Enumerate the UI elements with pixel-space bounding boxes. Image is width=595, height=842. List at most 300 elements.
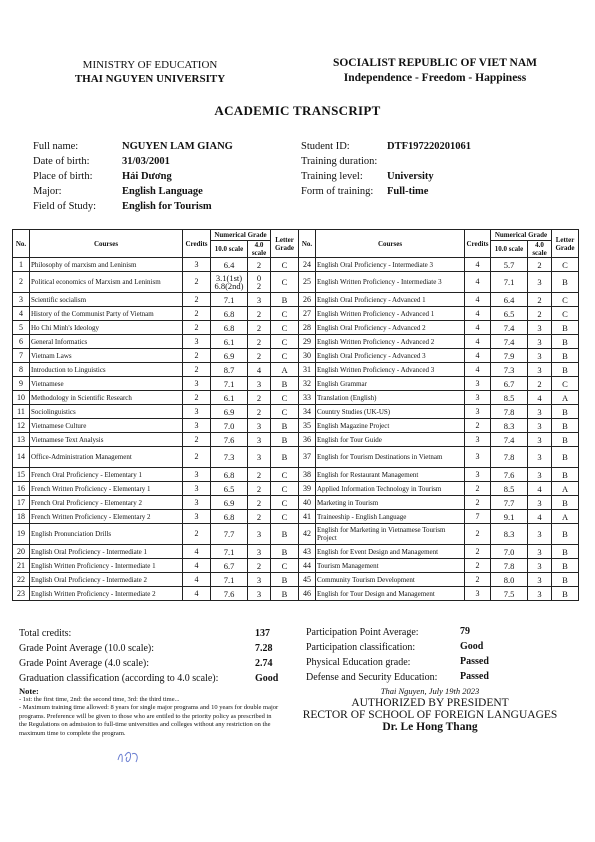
course-name: English Oral Proficiency - Intermediate 2 (30, 573, 183, 587)
grade-10-scale: 6.9 (211, 405, 248, 419)
grade-4-scale: 3 (528, 468, 552, 482)
grade-4-scale: 3 (528, 587, 552, 601)
row-number: 9 (13, 377, 30, 391)
signature-title: RECTOR OF SCHOOL OF FOREIGN LANGUAGES (302, 709, 558, 721)
field-value: English for Tourism (122, 201, 212, 212)
gpa10-label: Grade Point Average (10.0 scale): (19, 643, 155, 654)
letter-grade: C (271, 349, 299, 363)
letter-grade: C (271, 258, 299, 272)
grade-10-scale: 6.8 (211, 321, 248, 335)
grade-10-scale: 8.7 (211, 363, 248, 377)
course-credits: 3 (465, 377, 491, 391)
course-credits: 2 (465, 545, 491, 559)
grade-4-scale: 3 (528, 573, 552, 587)
grade-4-scale: 4 (248, 363, 271, 377)
grade-10-scale: 7.8 (491, 559, 528, 573)
col-courses: Courses (316, 230, 465, 258)
republic-header (310, 56, 560, 86)
grade-4-scale: 3 (528, 363, 552, 377)
row-number: 20 (13, 545, 30, 559)
col-scale10: 10.0 scale (491, 241, 528, 258)
grade-10-scale: 7.8 (491, 405, 528, 419)
table-row (13, 510, 299, 524)
participation-class-value: Good (460, 641, 484, 652)
letter-grade: C (271, 468, 299, 482)
grade-4-scale: 2 (528, 307, 552, 321)
course-name: Philosophy of marxism and Leninism (30, 258, 183, 272)
row-number: 23 (13, 587, 30, 601)
row-number: 40 (299, 496, 316, 510)
grade-4-scale: 3 (248, 293, 271, 307)
letter-grade: B (271, 447, 299, 468)
row-number: 44 (299, 559, 316, 573)
row-number: 25 (299, 272, 316, 293)
grade-4-scale: 0 2 (248, 272, 271, 293)
grade-10-scale: 7.6 (211, 587, 248, 601)
grade-4-scale: 2 (248, 468, 271, 482)
grade-10-scale: 7.0 (491, 545, 528, 559)
letter-grade: B (552, 419, 579, 433)
letter-grade: B (552, 587, 579, 601)
course-credits: 2 (183, 307, 211, 321)
course-name: French Oral Proficiency - Elementary 1 (30, 468, 183, 482)
letter-grade: C (271, 559, 299, 573)
course-credits: 4 (465, 272, 491, 293)
letter-grade: B (552, 433, 579, 447)
course-name: Introduction to Linguistics (30, 363, 183, 377)
table-row (13, 405, 299, 419)
course-name: History of the Communist Party of Vietnam (30, 307, 183, 321)
course-credits: 2 (465, 482, 491, 496)
course-name: Tourism Management (316, 559, 465, 573)
table-row (299, 587, 579, 601)
table-row (299, 573, 579, 587)
grade-10-scale: 7.8 (491, 447, 528, 468)
col-no: No. (299, 230, 316, 258)
row-number: 21 (13, 559, 30, 573)
table-row (13, 447, 299, 468)
course-name: Applied Information Technology in Tourism (316, 482, 465, 496)
ppa-label: Participation Point Average: (306, 627, 419, 638)
table-row (299, 545, 579, 559)
course-name: English for Restaurant Management (316, 468, 465, 482)
course-name: English Magazine Project (316, 419, 465, 433)
course-name: Marketing in Tourism (316, 496, 465, 510)
course-credits: 3 (183, 377, 211, 391)
grade-4-scale: 2 (248, 258, 271, 272)
row-number: 22 (13, 573, 30, 587)
col-scale4: 4.0 scale (528, 241, 552, 258)
col-numerical-grade: Numerical Grade (491, 230, 552, 241)
grade-4-scale: 3 (248, 524, 271, 545)
row-number: 8 (13, 363, 30, 377)
course-credits: 4 (465, 307, 491, 321)
row-number: 30 (299, 349, 316, 363)
course-credits: 3 (183, 335, 211, 349)
table-row (13, 482, 299, 496)
row-number: 3 (13, 293, 30, 307)
letter-grade: B (552, 496, 579, 510)
grade-10-scale: 7.1 (491, 272, 528, 293)
letter-grade: C (552, 377, 579, 391)
pe-grade-label: Physical Education grade: (306, 657, 411, 668)
row-number: 46 (299, 587, 316, 601)
row-number: 1 (13, 258, 30, 272)
grade-4-scale: 4 (528, 391, 552, 405)
grade-4-scale: 2 (248, 482, 271, 496)
course-credits: 2 (183, 349, 211, 363)
university-name: THAI NGUYEN UNIVERSITY (74, 73, 226, 85)
row-number: 33 (299, 391, 316, 405)
letter-grade: B (271, 419, 299, 433)
col-no: No. (13, 230, 30, 258)
grade-10-scale: 7.7 (491, 496, 528, 510)
course-name: Translation (English) (316, 391, 465, 405)
course-name: English for Tour Design and Management (316, 587, 465, 601)
table-row (13, 349, 299, 363)
course-name: Community Tourism Development (316, 573, 465, 587)
row-number: 29 (299, 335, 316, 349)
grade-4-scale: 3 (248, 545, 271, 559)
table-row (13, 391, 299, 405)
grade-4-scale: 3 (528, 433, 552, 447)
table-row (299, 524, 579, 545)
grade-10-scale: 6.1 (211, 391, 248, 405)
row-number: 5 (13, 321, 30, 335)
course-credits: 7 (465, 510, 491, 524)
col-letter-grade: Letter Grade (271, 230, 299, 258)
letter-grade: B (552, 335, 579, 349)
letter-grade: A (271, 363, 299, 377)
course-name: General Informatics (30, 335, 183, 349)
defense-label: Defense and Security Education: (306, 672, 438, 683)
row-number: 37 (299, 447, 316, 468)
grade-4-scale: 3 (248, 433, 271, 447)
course-credits: 4 (183, 545, 211, 559)
level-value: University (387, 171, 434, 182)
course-credits: 2 (183, 447, 211, 468)
letter-grade: B (552, 405, 579, 419)
course-name: English for Event Design and Management (316, 545, 465, 559)
course-name: Traineeship - English Language (316, 510, 465, 524)
row-number: 35 (299, 419, 316, 433)
letter-grade: B (271, 433, 299, 447)
table-row (13, 545, 299, 559)
grade-10-scale: 6.7 (211, 559, 248, 573)
letter-grade: B (271, 524, 299, 545)
course-name: English Written Proficiency - Advanced 1 (316, 307, 465, 321)
course-credits: 2 (465, 496, 491, 510)
letter-grade: C (271, 391, 299, 405)
ppa-value: 79 (460, 626, 470, 637)
table-row (299, 482, 579, 496)
course-name: Office-Administration Management (30, 447, 183, 468)
course-name: English Written Proficiency - Advanced 3 (316, 363, 465, 377)
letter-grade: C (271, 321, 299, 335)
table-row (13, 377, 299, 391)
grade-4-scale: 3 (528, 496, 552, 510)
table-row (299, 559, 579, 573)
col-credits: Credits (465, 230, 491, 258)
letter-grade: B (552, 559, 579, 573)
course-name: Sociolinguistics (30, 405, 183, 419)
course-name: Vietnamese Culture (30, 419, 183, 433)
ministry-header (40, 58, 260, 86)
major-label: Major: (33, 186, 62, 197)
course-credits: 3 (465, 447, 491, 468)
full-name-label: Full name: (33, 141, 79, 152)
grade-4-scale: 3 (248, 419, 271, 433)
table-row (299, 307, 579, 321)
row-number: 17 (13, 496, 30, 510)
table-row (299, 433, 579, 447)
letter-grade: C (271, 272, 299, 293)
course-name: French Oral Proficiency - Elementary 2 (30, 496, 183, 510)
signatory-name: Dr. Le Hong Thang (382, 721, 478, 733)
col-numerical-grade: Numerical Grade (211, 230, 271, 241)
grade-10-scale: 7.4 (491, 321, 528, 335)
course-credits: 4 (465, 363, 491, 377)
letter-grade: B (552, 545, 579, 559)
grade-4-scale: 2 (248, 391, 271, 405)
letter-grade: B (552, 321, 579, 335)
table-row (13, 496, 299, 510)
grade-4-scale: 3 (528, 447, 552, 468)
grade-4-scale: 4 (528, 510, 552, 524)
course-credits: 3 (183, 405, 211, 419)
grade-4-scale: 2 (248, 349, 271, 363)
grade-4-scale: 2 (248, 321, 271, 335)
table-row (299, 272, 579, 293)
major-value: English Language (122, 186, 203, 197)
grade-10-scale: 9.1 (491, 510, 528, 524)
row-number: 42 (299, 524, 316, 545)
note-title: Note: (19, 686, 39, 696)
course-credits: 3 (465, 433, 491, 447)
letter-grade: C (552, 258, 579, 272)
grade-10-scale: 5.7 (491, 258, 528, 272)
total-credits-value: 137 (255, 628, 270, 639)
table-row (299, 419, 579, 433)
grade-4-scale: 2 (528, 293, 552, 307)
grade-10-scale: 6.8 (211, 468, 248, 482)
letter-grade: B (552, 363, 579, 377)
handwritten-signature-mark (116, 748, 142, 766)
course-credits: 2 (183, 391, 211, 405)
grade-10-scale: 6.4 (491, 293, 528, 307)
grade-4-scale: 3 (528, 559, 552, 573)
course-name: English Written Proficiency - Intermediate 2 (30, 587, 183, 601)
letter-grade: C (271, 482, 299, 496)
letter-grade: B (552, 272, 579, 293)
grade-10-scale: 6.8 (211, 307, 248, 321)
total-credits-label: Total credits: (19, 628, 72, 639)
course-name: Scientific socialism (30, 293, 183, 307)
row-number: 24 (299, 258, 316, 272)
letter-grade: B (271, 377, 299, 391)
grade-4-scale: 3 (528, 335, 552, 349)
course-name: Country Studies (UK-US) (316, 405, 465, 419)
table-row (299, 349, 579, 363)
letter-grade: B (552, 573, 579, 587)
course-name: Vietnamese (30, 377, 183, 391)
course-name: Vietnamese Text Analysis (30, 433, 183, 447)
grade-4-scale: 4 (528, 482, 552, 496)
grade-10-scale: 7.6 (211, 433, 248, 447)
grade-10-scale: 7.1 (211, 545, 248, 559)
grade-4-scale: 2 (248, 496, 271, 510)
course-credits: 4 (183, 573, 211, 587)
row-number: 14 (13, 447, 30, 468)
grade-4-scale: 2 (248, 335, 271, 349)
grade-10-scale: 8.3 (491, 524, 528, 545)
signature-authority: AUTHORIZED BY PRESIDENT (351, 697, 509, 709)
row-number: 19 (13, 524, 30, 545)
course-credits: 3 (183, 496, 211, 510)
grade-10-scale: 6.1 (211, 335, 248, 349)
course-credits: 3 (183, 258, 211, 272)
course-credits: 2 (183, 272, 211, 293)
grade-10-scale: 8.5 (491, 482, 528, 496)
signature-block (280, 685, 580, 733)
course-credits: 4 (183, 587, 211, 601)
letter-grade: B (271, 293, 299, 307)
grade-4-scale: 2 (248, 405, 271, 419)
grade-4-scale: 3 (248, 377, 271, 391)
letter-grade: B (552, 447, 579, 468)
grade-10-scale: 7.5 (491, 587, 528, 601)
course-name: Ho Chi Minh's Ideology (30, 321, 183, 335)
course-table-right (298, 229, 579, 601)
table-row (13, 321, 299, 335)
course-credits: 2 (183, 293, 211, 307)
course-name: French Written Proficiency - Elementary 1 (30, 482, 183, 496)
table-row (13, 419, 299, 433)
course-name: English Oral Proficiency - Advanced 1 (316, 293, 465, 307)
col-scale4: 4.0 scale (248, 241, 271, 258)
row-number: 15 (13, 468, 30, 482)
grad-class-value: Good (255, 673, 279, 684)
course-name: English Grammar (316, 377, 465, 391)
row-number: 27 (299, 307, 316, 321)
course-name: Political economics of Marxism and Leninism (30, 272, 183, 293)
gpa4-label: Grade Point Average (4.0 scale): (19, 658, 150, 669)
table-row (299, 363, 579, 377)
table-row (13, 335, 299, 349)
grade-4-scale: 3 (528, 419, 552, 433)
course-name: English Written Proficiency - Advanced 2 (316, 335, 465, 349)
form-label: Form of training: (301, 186, 374, 197)
course-table-left (12, 229, 299, 601)
course-credits: 2 (465, 573, 491, 587)
row-number: 10 (13, 391, 30, 405)
grade-10-scale: 6.9 (211, 349, 248, 363)
republic-name: SOCIALIST REPUBLIC OF VIET NAM (332, 57, 538, 69)
table-row (13, 468, 299, 482)
grade-10-scale: 7.4 (491, 433, 528, 447)
row-number: 34 (299, 405, 316, 419)
course-credits: 4 (465, 321, 491, 335)
course-name: Methodology in Scientific Research (30, 391, 183, 405)
note-line-2: - Maximum training time allowed: 8 years for single major programs and 10 years for double major programs. Preference will be given to those who are entiled to the priority policy as prescribed in the Regulations on admission to full-time universities and colleges without any restriction on the maximum time to complete the program. (19, 704, 279, 737)
gpa10-value: 7.28 (255, 643, 273, 654)
grade-10-scale: 6.5 (211, 482, 248, 496)
level-label: Training level: (301, 171, 363, 182)
document-title: ACADEMIC TRANSCRIPT (214, 103, 381, 118)
letter-grade: C (271, 405, 299, 419)
row-number: 4 (13, 307, 30, 321)
dob-value: 31/03/2001 (122, 156, 170, 167)
row-number: 12 (13, 419, 30, 433)
grade-10-scale: 7.0 (211, 419, 248, 433)
course-credits: 3 (183, 468, 211, 482)
table-row (13, 587, 299, 601)
course-credits: 2 (183, 524, 211, 545)
letter-grade: C (552, 293, 579, 307)
table-row (13, 433, 299, 447)
row-number: 18 (13, 510, 30, 524)
grade-10-scale: 6.9 (211, 496, 248, 510)
grade-4-scale: 2 (528, 258, 552, 272)
course-name: English Pronunciation Drills (30, 524, 183, 545)
row-number: 43 (299, 545, 316, 559)
col-credits: Credits (183, 230, 211, 258)
table-row (13, 559, 299, 573)
grade-10-scale: 7.9 (491, 349, 528, 363)
course-credits: 3 (465, 405, 491, 419)
table-row (13, 258, 299, 272)
course-credits: 4 (465, 258, 491, 272)
student-id-label: Student ID: (301, 141, 350, 152)
duration-label: Training duration: (301, 156, 378, 167)
grade-10-scale: 3.1(1st) 6.8(2nd) (211, 272, 248, 293)
course-name: English Oral Proficiency - Intermediate 3 (316, 258, 465, 272)
grade-10-scale: 8.0 (491, 573, 528, 587)
row-number: 31 (299, 363, 316, 377)
table-row (299, 405, 579, 419)
table-row (299, 447, 579, 468)
grade-10-scale: 7.3 (211, 447, 248, 468)
grade-4-scale: 3 (528, 524, 552, 545)
row-number: 26 (299, 293, 316, 307)
grade-4-scale: 3 (528, 321, 552, 335)
course-credits: 3 (183, 482, 211, 496)
table-row (299, 496, 579, 510)
row-number: 38 (299, 468, 316, 482)
signature-date: Thai Nguyen, July 19th 2023 (380, 686, 480, 696)
table-row (13, 307, 299, 321)
course-credits: 2 (183, 433, 211, 447)
table-row (299, 321, 579, 335)
letter-grade: B (552, 349, 579, 363)
course-name: English for Tour Guide (316, 433, 465, 447)
row-number: 36 (299, 433, 316, 447)
table-row (13, 573, 299, 587)
grade-4-scale: 3 (248, 447, 271, 468)
course-name: English Oral Proficiency - Advanced 2 (316, 321, 465, 335)
row-number: 28 (299, 321, 316, 335)
letter-grade: B (552, 524, 579, 545)
grade-4-scale: 3 (248, 573, 271, 587)
course-name: English for Tourism Destinations in Vietnam (316, 447, 465, 468)
grade-10-scale: 8.5 (491, 391, 528, 405)
course-credits: 2 (465, 524, 491, 545)
row-number: 7 (13, 349, 30, 363)
note-line-1: - 1st: the first time, 2nd: the second time, 3rd: the third time... (19, 695, 180, 703)
ministry-name: MINISTRY OF EDUCATION (82, 59, 218, 71)
student-id-value: DTF197220201061 (387, 141, 471, 152)
pe-grade-value: Passed (460, 656, 489, 667)
